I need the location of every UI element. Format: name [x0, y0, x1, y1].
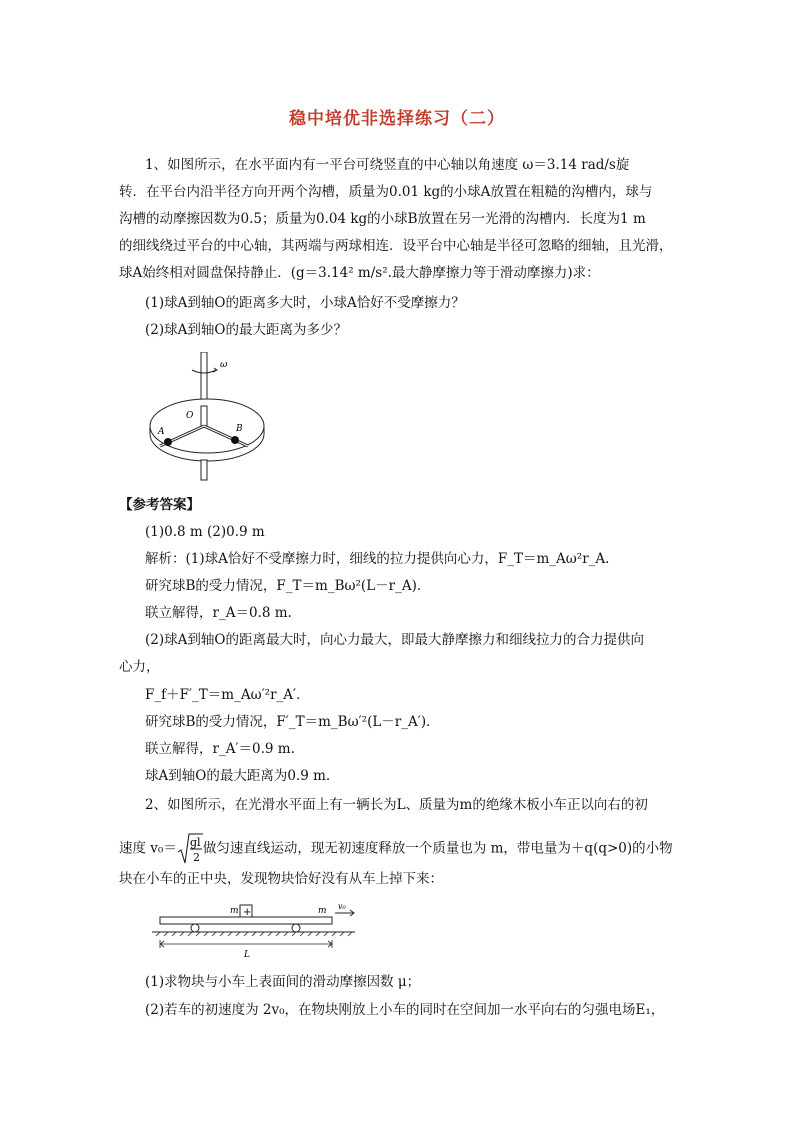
length-label: L	[244, 950, 250, 960]
label-o: O	[186, 411, 194, 421]
wheel-right	[292, 924, 300, 932]
q2-stem-line: 2、如图所示，在光滑水平面上有一辆长为L、质量为m的绝缘木板小车正以向右的初	[145, 797, 648, 813]
label-b: B	[236, 424, 243, 434]
answer-line: (2)球A到轴O的距离最大时，向心力最大，即最大静摩擦力和细线拉力的合力提供向	[145, 632, 644, 648]
answer-line: 心力，	[119, 659, 160, 675]
answer-line: 研究球B的受力情况，F_T＝m_Bω²(L－r_A)．	[145, 578, 431, 594]
ball-b	[231, 436, 239, 444]
fraction-numerator: gl	[189, 836, 201, 849]
q1-stem-line: 沟槽的动摩擦因数为0.5；质量为0.04 kg的小球B放置在另一光滑的沟槽内．长度为1 m	[119, 211, 646, 227]
answer-line: (1)0.8 m (2)0.9 m	[145, 524, 265, 540]
block-mass-label: m	[230, 906, 239, 916]
cart-board	[160, 917, 332, 924]
answer-line: 研究球B的受力情况，F′_T＝m_Bω′²(L－r_A′)．	[145, 714, 440, 730]
q2-stem-line: 块在小车的正中央，发现物块恰好没有从车上掉下来：	[119, 871, 443, 887]
answer-line: F_f＋F′_T＝m_Aω′²r_A′．	[145, 687, 310, 703]
answer-line: 联立解得，r_A＝0.8 m.	[145, 605, 292, 621]
cart-figure	[150, 898, 360, 960]
answer-line: 解析：(1)球A恰好不受摩擦力时，细线的拉力提供向心力，F_T＝m_Aω²r_A.	[145, 551, 610, 567]
wheel-left	[191, 924, 199, 932]
q2-part2: (2)若车的初速度为 2v₀，在物块刚放上小车的同时在空间加一水平向右的匀强电场E₁，	[145, 1002, 665, 1018]
velocity-label: v₀	[338, 902, 346, 911]
fraction-denominator: 2	[192, 851, 200, 864]
shaft-bottom	[201, 460, 207, 480]
ball-a	[164, 438, 172, 446]
q1-stem-line: 转．在平台内沿半径方向开两个沟槽，质量为0.01 kg的小球A放置在粗糙的沟槽内，球与	[119, 184, 653, 200]
q1-part1: (1)球A到轴O的距离多大时，小球A恰好不受摩擦力？	[145, 295, 465, 311]
q1-part2: (2)球A到轴O的最大距离为多少？	[145, 322, 347, 338]
answer-line: 球A到轴O的最大距离为0.9 m.	[145, 768, 331, 784]
plus-sign: +	[243, 907, 252, 918]
ground-hatching	[156, 932, 352, 936]
cart-mass-label: m	[318, 906, 327, 916]
q1-stem-line: 球A始终相对圆盘保持静止．(g＝3.14² m/s².最大静摩擦力等于滑动摩擦力)求：	[119, 265, 600, 281]
label-a: A	[158, 427, 165, 437]
q2-stem-line: 速度 v₀＝ gl 2 做匀速直线运动，现无初速度释放一个质量也为 m，带电量为＋q(q>0)的小物	[119, 832, 679, 866]
omega-label: ω	[220, 360, 228, 370]
q1-stem-line: 1、如图所示，在水平面内有一平台可绕竖直的中心轴以角速度 ω＝3.14 rad/s旋	[145, 157, 630, 173]
sqrt-fraction	[177, 832, 203, 866]
q2-part1: (1)求物块与小车上表面间的滑动摩擦因数 μ；	[145, 974, 421, 990]
answer-line: 联立解得，r_A′＝0.9 m.	[145, 741, 295, 757]
q1-stem-line: 的细线绕过平台的中心轴，其两端与两球相连．设平台中心轴是半径可忽略的细轴，且光滑，	[119, 238, 673, 254]
rotating-platform-figure	[140, 352, 280, 484]
page-title: 稳中培优非选择练习（二）	[289, 109, 505, 129]
answer-heading: 【参考答案】	[119, 497, 200, 513]
